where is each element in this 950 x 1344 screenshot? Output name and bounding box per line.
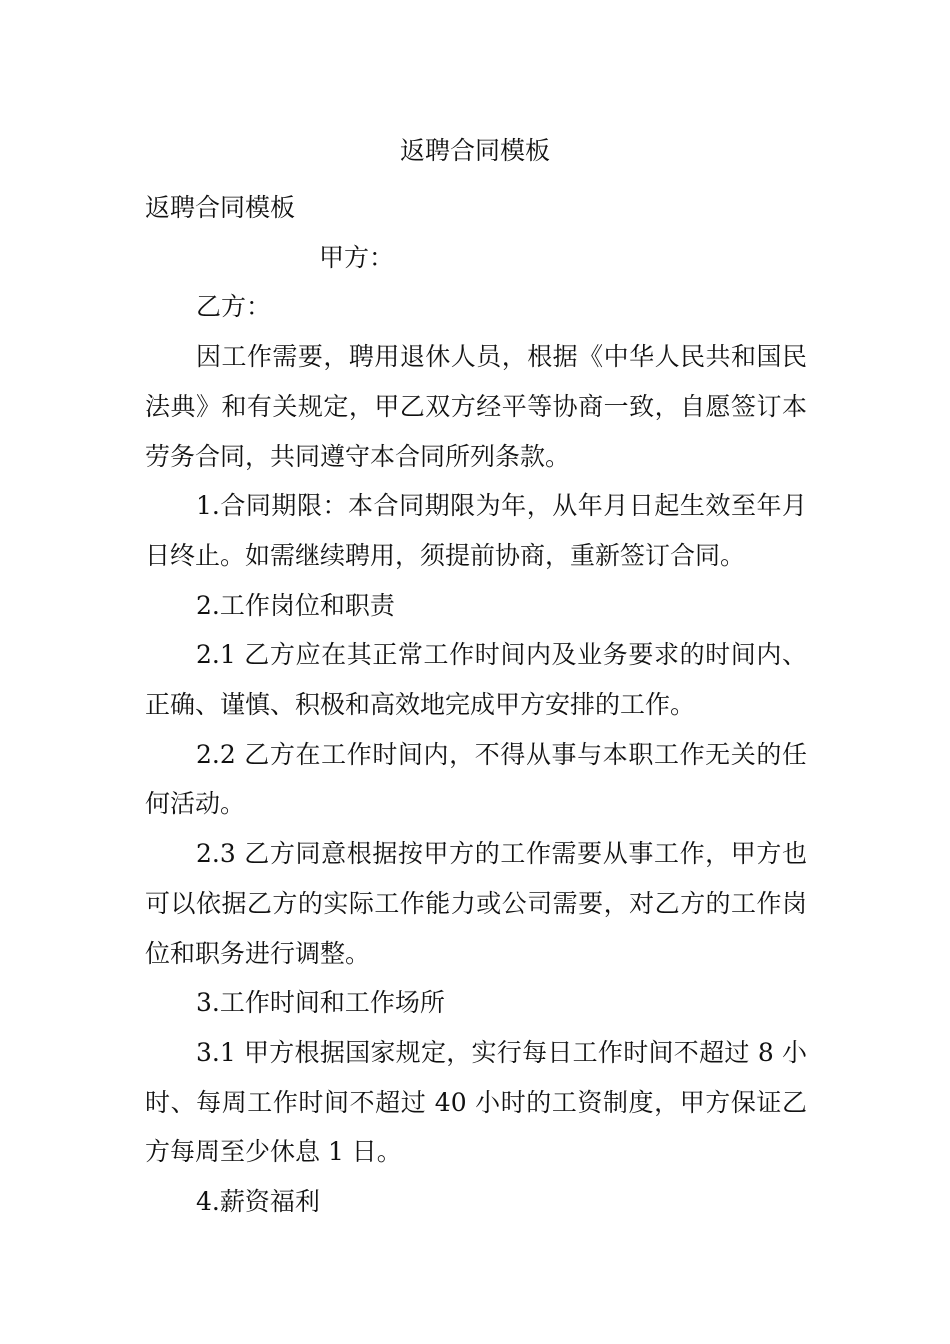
- clause-2-heading: 2.工作岗位和职责: [196, 590, 395, 620]
- clause-1-term: 1.合同期限：本合同期限为年，从年月日起生效至年月日终止。如需继续聘用，须提前协商，重新签订合同。: [145, 491, 807, 570]
- clause-2-2: 2.2 乙方在工作时间内，不得从事与本职工作无关的任何活动。: [145, 739, 807, 819]
- clause-4-heading: 4.薪资福利: [196, 1187, 320, 1217]
- clause-2-3: 2.3 乙方同意根据按甲方的工作需要从事工作，甲方也可以依据乙方的实际工作能力或公司需要，对乙方的工作岗位和职务进行调整。: [145, 839, 807, 968]
- document-body: [145, 183, 807, 1227]
- intro-paragraph: 因工作需要，聘用退休人员，根据《中华人民共和国民法典》和有关规定，甲乙双方经平等协商一致，自愿签订本劳务合同，共同遵守本合同所列条款。: [145, 342, 807, 471]
- party-b-label: 乙方：: [196, 292, 272, 322]
- subtitle: 返聘合同模板: [145, 193, 296, 222]
- clause-3-heading: 3.工作时间和工作场所: [196, 988, 445, 1018]
- clause-2-1: 2.1 乙方应在其正常工作时间内及业务要求的时间内、正确、谨慎、积极和高效地完成甲方安排的工作。: [145, 640, 807, 720]
- clause-3-1: 3.1 甲方根据国家规定，实行每日工作时间不超过 8 小时、每周工作时间不超过 40 小时的工资制度，甲方保证乙方每周至少休息 1 日。: [145, 1037, 807, 1167]
- document-title: 返聘合同模板: [399, 136, 550, 165]
- party-a-label: 甲方：: [319, 242, 395, 272]
